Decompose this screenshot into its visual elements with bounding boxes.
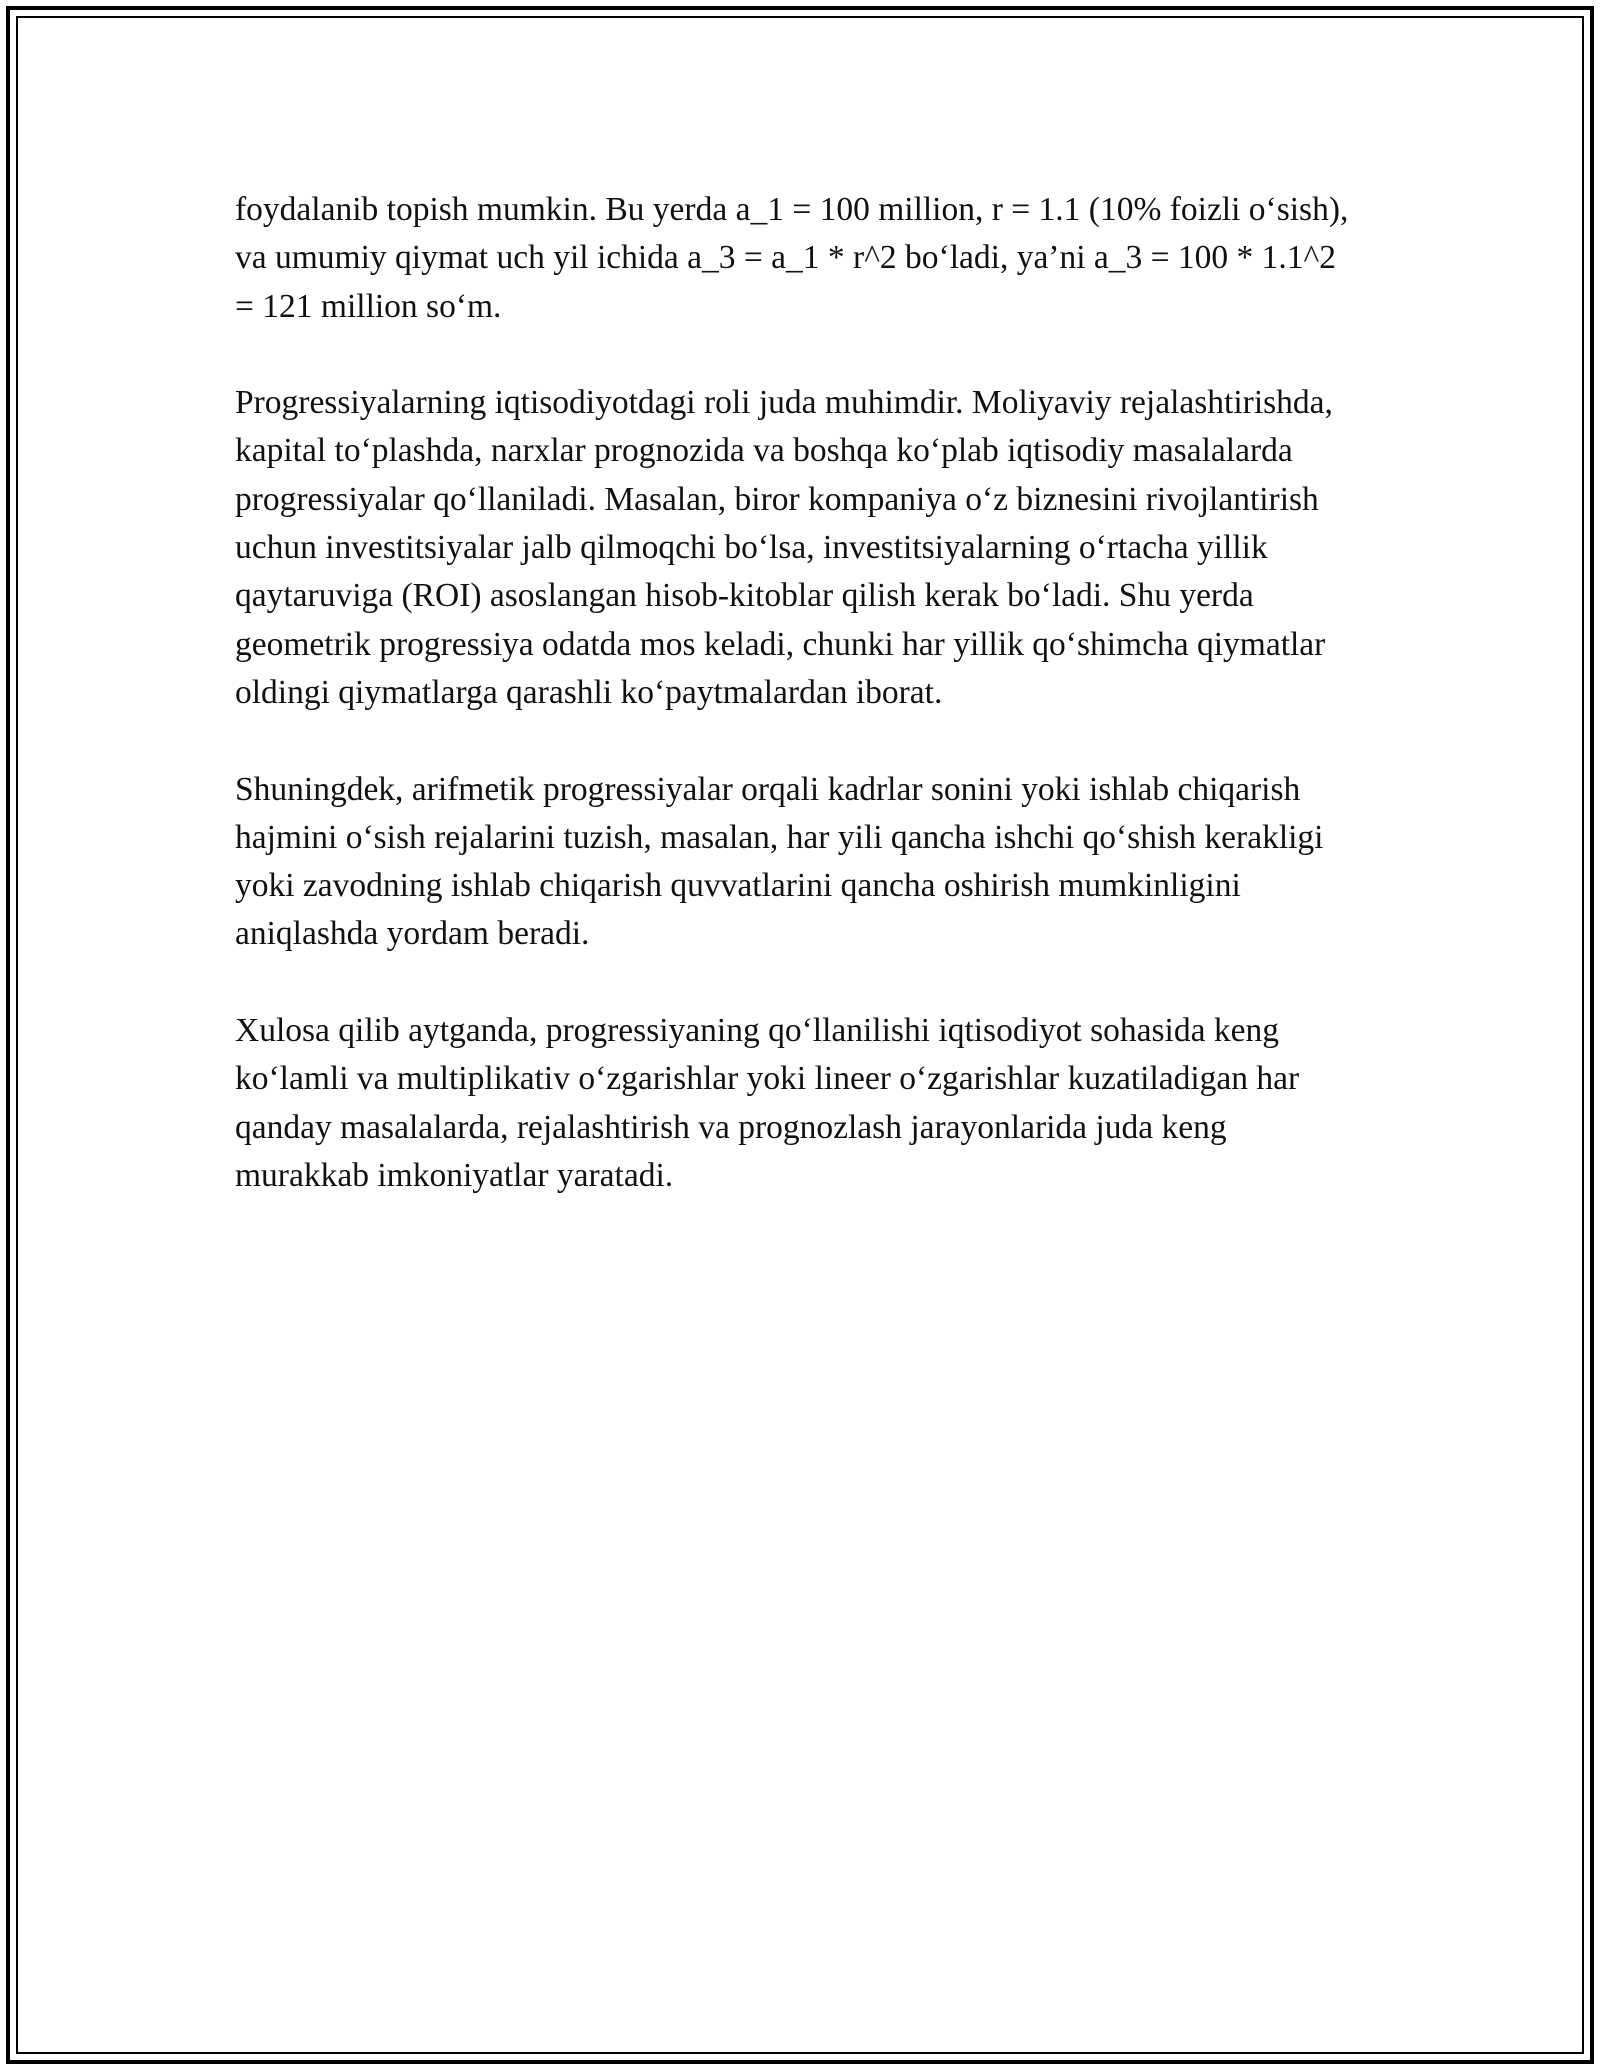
paragraph-1: foydalanib topish mumkin. Bu yerda a_1 = 100 million, r = 1.1 (10% foizli o‘sish), va umumiy qiymat uch yil ichida a_3 = a_1 * r^2 bo‘ladi, ya’ni a_3 = 100 * 1.1^2 = 121 million so‘m.: [235, 191, 1349, 325]
paragraph-2: Progressiyalarning iqtisodiyotdagi roli juda muhimdir. Moliyaviy rejalashtirishda, kapital to‘plashda, narxlar prognozida va boshqa ko‘plab iqtisodiy masalalarda progressiyalar qo‘llaniladi. Masalan, biror kompaniya o‘z biznesini rivojlantirish uchun investitsiyalar jalb qilmoqchi bo‘lsa, investitsiyalarning o‘rtacha yillik qaytaruviga (ROI) asoslangan hisob-kitoblar qilish kerak bo‘ladi. Shu yerda geometrik progressiya odatda mos keladi, chunki har yillik qo‘shimcha qiymatlar oldingi qiymatlarga qarashli ko‘paytmalardan iborat.: [235, 384, 1333, 711]
document-body: [235, 186, 1355, 1200]
paragraph-3: Shuningdek, arifmetik progressiyalar orqali kadrlar sonini yoki ishlab chiqarish hajmini o‘sish rejalarini tuzish, masalan, har yili qancha ishchi qo‘shish kerakligi yoki zavodning ishlab chiqarish quvvatlarini qancha oshirish mumkinligini aniqlashda yordam beradi.: [235, 770, 1324, 953]
paragraph-4: Xulosa qilib aytganda, progressiyaning qo‘llanilishi iqtisodiyot sohasida keng ko‘lamli va multiplikativ o‘zgarishlar yoki lineer o‘zgarishlar kuzatiladigan har qanday masalalarda, rejalashtirish va prognozlash jarayonlarida juda keng murakkab imkoniyatlar yaratadi.: [235, 1012, 1300, 1194]
